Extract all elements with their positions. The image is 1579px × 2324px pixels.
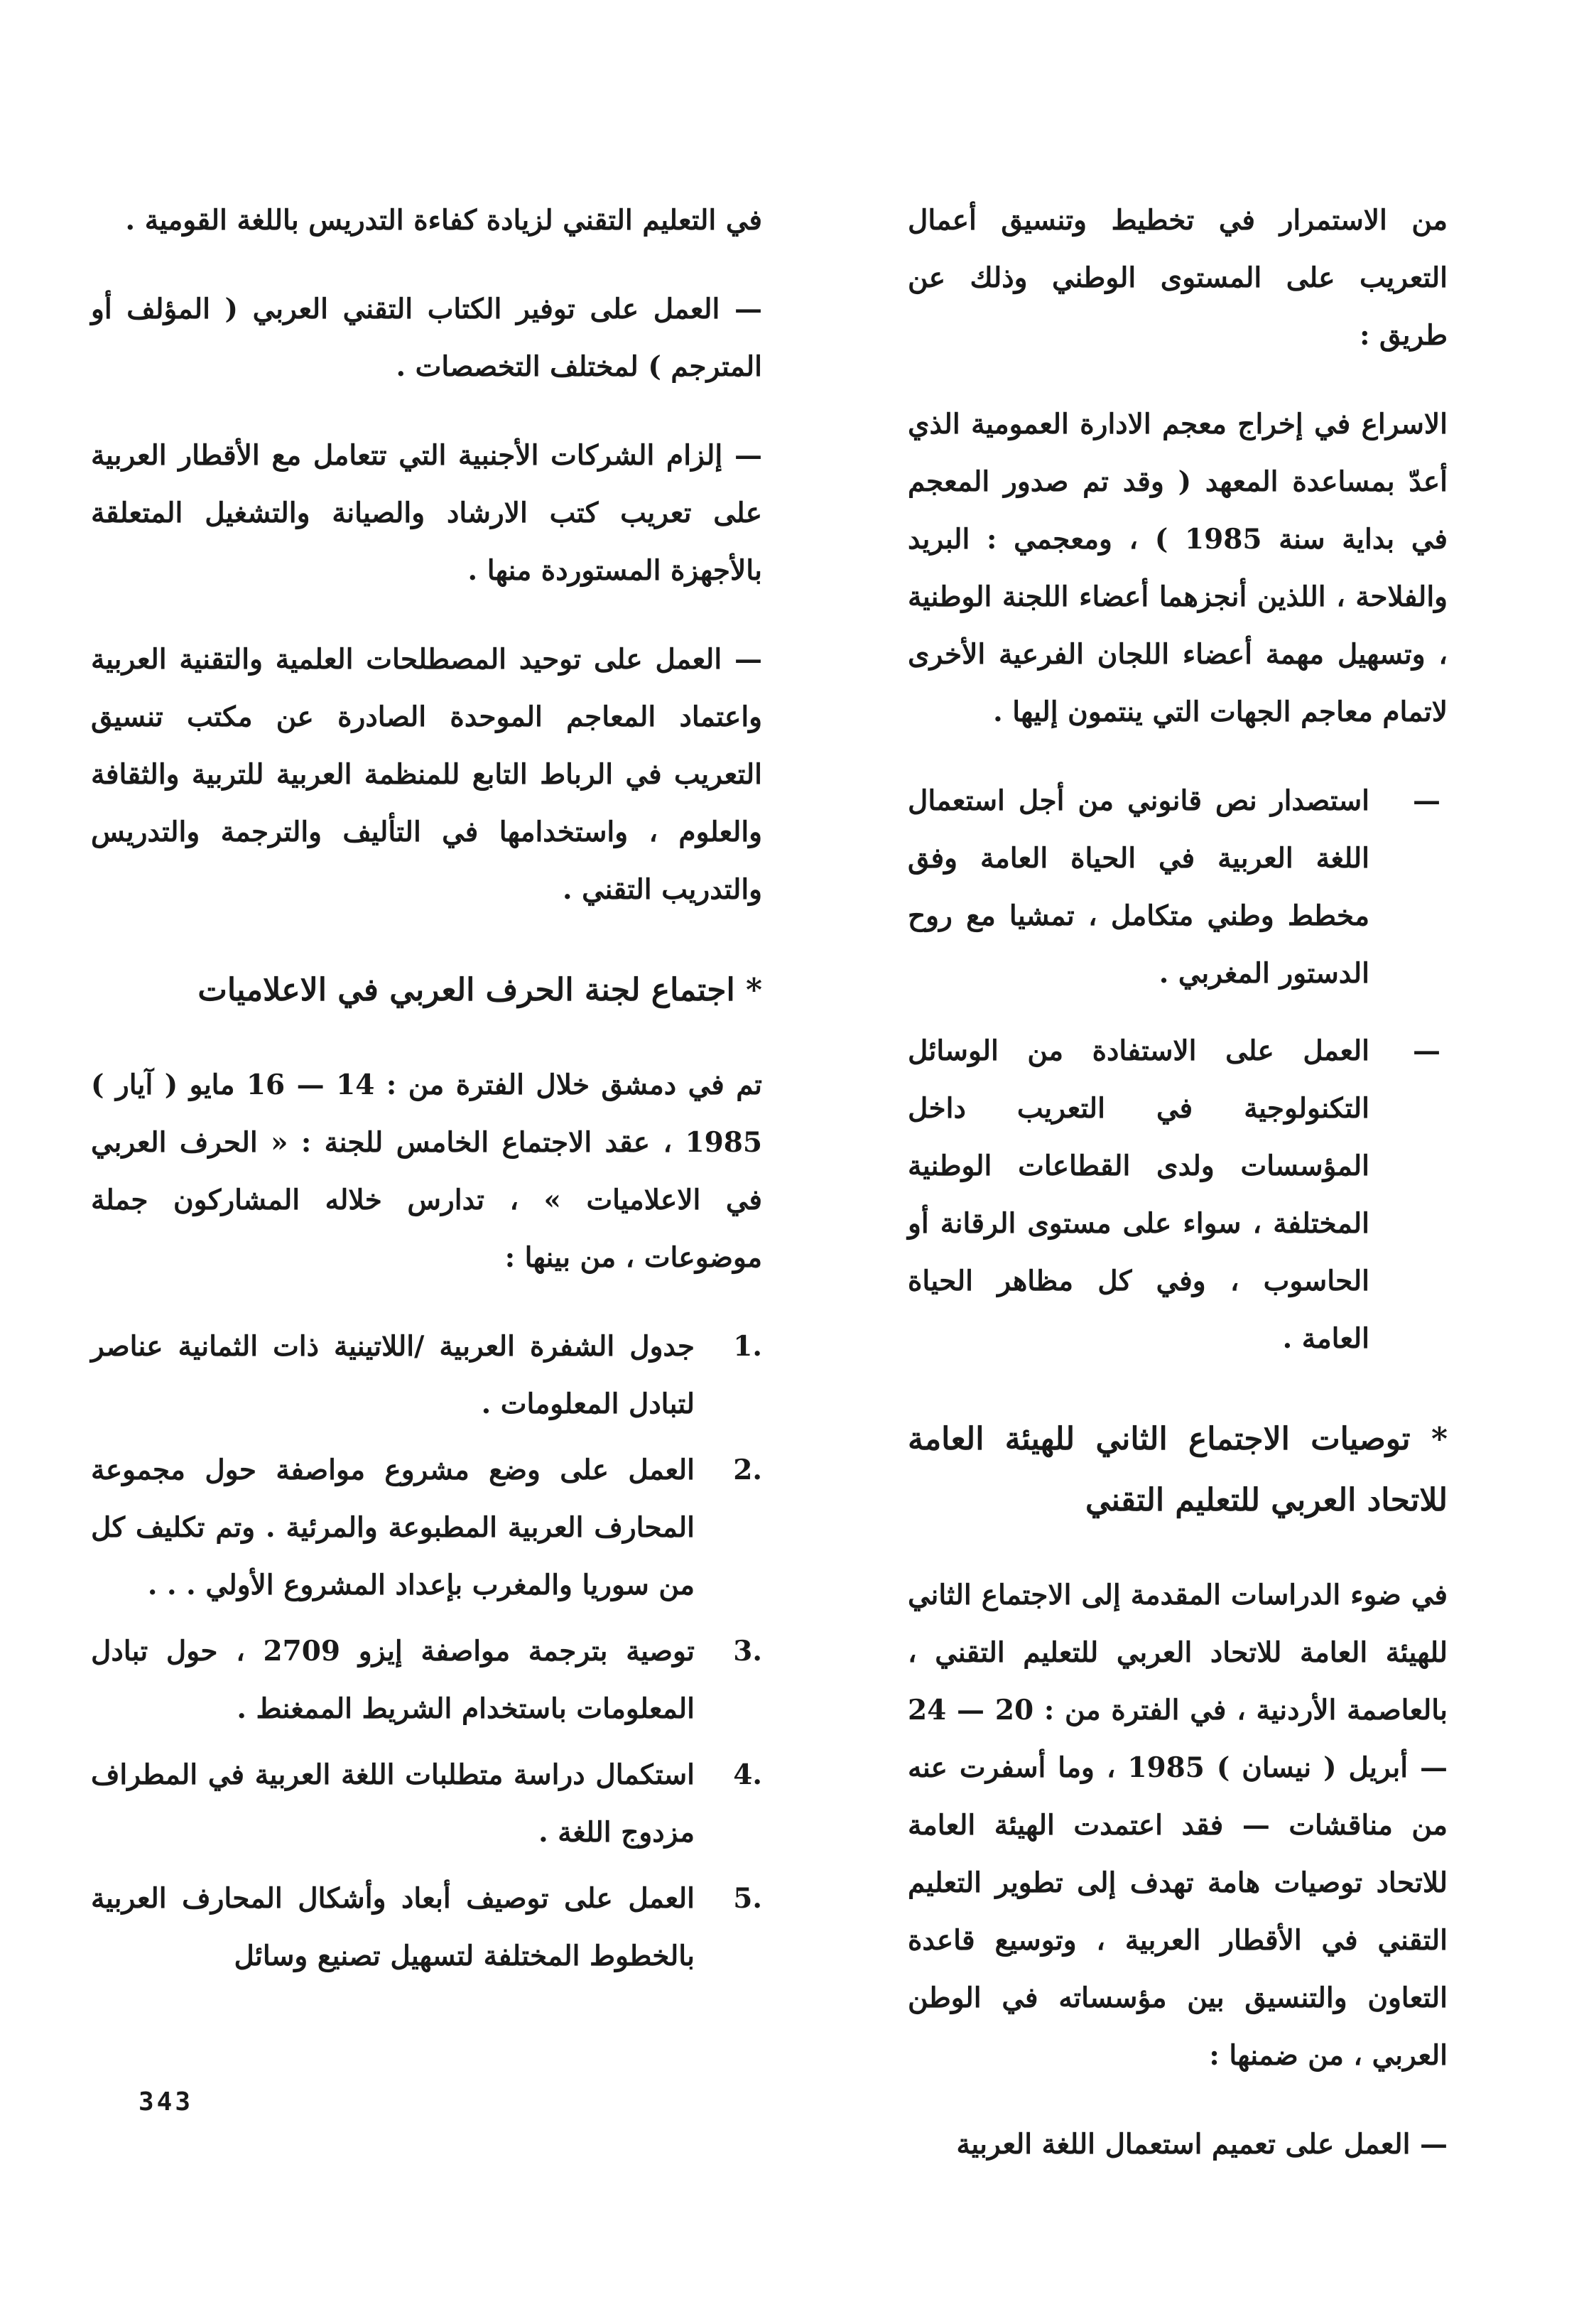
paragraph: — العمل على توفير الكتاب التقني العربي ( المؤلف أو المترجم ) لمختلف التخصصات . [91, 293, 762, 383]
paragraph: الاسراع في إخراج معجم الادارة العمومية الذي أعدّ بمساعدة المعهد ( وقد تم صدور المعجم في بداية سنة 1985 ) ، ومعجمي : البريد والفلاحة ، اللذين أنجزهما أعضاء اللجنة الوطنية ، وتسهيل مهمة أعضاء اللجان الفرعية الأخرى لاتمام معاجم الجهات التي ينتمون إليها . [908, 408, 1448, 728]
list-item [908, 772, 1448, 1002]
section-heading: * اجتماع لجنة الحرف العربي في الاعلاميات [197, 972, 762, 1008]
right-column [908, 192, 1448, 2205]
item-number: 1. [733, 1330, 762, 1363]
list-item-text: العمل على الاستفادة من الوسائل التكنولوجية في التعريب داخل المؤسسات ولدى القطاعات الوطنية المختلفة ، سواء على مستوى الرقانة أو الحاسوب ، وفي كل مظاهر الحياة العامة . [908, 1034, 1369, 1355]
item-text: العمل على وضع مشروع مواصفة حول مجموعة المحارف العربية المطبوعة والمرئية . وتم تكليف كل من سوريا والمغرب بإعداد المشروع الأولي . . . [91, 1454, 695, 1601]
paragraph: — العمل على تعميم استعمال اللغة العربية [956, 2128, 1448, 2161]
paragraph: في التعليم التقني لزيادة كفاءة التدريس باللغة القومية . [125, 204, 762, 237]
list-item-text: استصدار نص قانوني من أجل استعمال اللغة العربية في الحياة العامة وفق مخطط وطني متكامل ، تمشيا مع روح الدستور المغربي . [908, 784, 1369, 990]
paragraph: تم في دمشق خلال الفترة من : 14 — 16 مايو ( آيار ) 1985 ، عقد الاجتماع الخامس للجنة : « الحرف العربي في الاعلاميات » ، تدارس خلاله المشاركون جملة موضوعات ، من بينها : [91, 1069, 762, 1274]
list-item [908, 1022, 1448, 1368]
section-heading: * توصيات الاجتماع الثاني للهيئة العامة للاتحاد العربي للتعليم التقني [908, 1421, 1448, 1518]
item-text: العمل على توصيف أبعاد وأشكال المحارف العربية بالخطوط المختلفة لتسهيل تصنيع وسائل [91, 1882, 695, 1972]
paragraph: في ضوء الدراسات المقدمة إلى الاجتماع الثاني للهيئة العامة للاتحاد العربي للتعليم التقني ، بالعاصمة الأردنية ، في الفترة من : 20 — 24 — أبريل ( نيسان ) 1985 ، وما أسفرت عنه من مناقشات — فقد اعتمدت الهيئة العامة للاتحاد توصيات هامة تهدف إلى تطوير التعليم التقني في الأقطار العربية ، وتوسيع قاعدة التعاون والتنسيق بين مؤسساته في الوطن العربي ، من ضمنها : [908, 1579, 1448, 2072]
left-column [91, 192, 762, 1994]
item-number: 2. [733, 1454, 762, 1486]
numbered-item [91, 1870, 762, 1985]
numbered-item [91, 1746, 762, 1861]
item-text: توصية بترجمة مواصفة إيزو 2709 ، حول تبادل المعلومات باستخدام الشريط الممغنط . [91, 1635, 695, 1725]
item-number: 3. [733, 1635, 762, 1668]
page-number: 343 [139, 2087, 194, 2117]
numbered-item [91, 1623, 762, 1738]
dash-marker: — [1413, 1034, 1440, 1067]
paragraph: — العمل على توحيد المصطلحات العلمية والتقنية العربية واعتماد المعاجم الموحدة الصادرة عن مكتب تنسيق التعريب في الرباط التابع للمنظمة العربية للتربية والثقافة والعلوم ، واستخدامها في التأليف والترجمة والتدريس والتدريب التقني . [91, 643, 762, 906]
item-number: 4. [733, 1758, 762, 1791]
item-number: 5. [733, 1882, 762, 1915]
dash-marker: — [1413, 784, 1440, 817]
item-text: جدول الشفرة العربية /اللاتينية ذات الثمانية عناصر لتبادل المعلومات . [91, 1330, 695, 1420]
item-text: استكمال دراسة متطلبات اللغة العربية في المطراف مزدوج اللغة . [91, 1758, 695, 1849]
numbered-item [91, 1318, 762, 1433]
paragraph: من الاستمرار في تخطيط وتنسيق أعمال التعريب على المستوى الوطني وذلك عن طريق : [908, 204, 1448, 352]
paragraph: — إلزام الشركات الأجنبية التي تتعامل مع الأقطار العربية على تعريب كتب الارشاد والصيانة والتشغيل المتعلقة بالأجهزة المستوردة منها . [91, 439, 762, 587]
numbered-item [91, 1442, 762, 1614]
